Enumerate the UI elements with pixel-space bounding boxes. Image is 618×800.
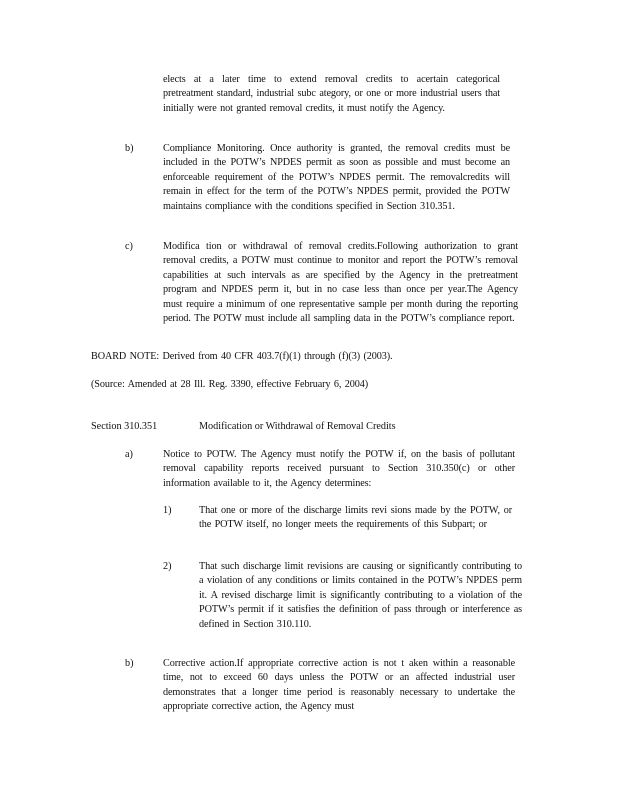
- item-label-a2: 2): [163, 561, 172, 572]
- section-number: Section 310.351: [91, 421, 158, 432]
- paragraph-notice-to-potw: Notice to POTW. The Agency must notify the POTW if, on the basis of pollutant removal capability reports received pursuant to Section 310.350(c) or other information available to it, the Agency determines:: [163, 449, 515, 489]
- item-label-c: c): [125, 241, 133, 252]
- paragraph-a2: That such discharge limit revisions are causing or significantly contributing to a violation of any conditions or limits contained in the POTW’s NPDES perm it. A revised discharge limit is significantly contributing to a violation of the POTW’s permit if it satisfies the definition of pass through or interference as defined in Section 310.110.: [199, 561, 522, 630]
- item-label-b: b): [125, 143, 134, 154]
- paragraph-a1: That one or more of the discharge limits revi sions made by the POTW, or the POTW itself, no longer meets the requirements of this Subpart; or: [199, 505, 512, 531]
- item-label-b2: b): [125, 658, 134, 669]
- paragraph-compliance-monitoring: Compliance Monitoring. Once authority is granted, the removal credits must be included in the POTW’s NPDES permit as soon as possible and must become an enforceable requirement of the POTW’s NPDES permit. The removalcredits will remain in effect for the term of the POTW’s NPDES permit, provided the POTW maintains compliance with the conditions specified in Section 310.351.: [163, 143, 510, 212]
- item-label-a1: 1): [163, 505, 172, 516]
- item-label-a: a): [125, 449, 133, 460]
- section-title: Modification or Withdrawal of Removal Credits: [199, 421, 396, 432]
- source-note: (Source: Amended at 28 Ill. Reg. 3390, effective February 6, 2004): [91, 379, 369, 390]
- board-note: BOARD NOTE: Derived from 40 CFR 403.7(f)(1) through (f)(3) (2003).: [91, 351, 393, 362]
- paragraph-corrective-action: Corrective action.If appropriate corrective action is not t aken within a reasonable time, not to exceed 60 days unless the POTW or an affected industrial user demonstrates that a longer time period is reasonably necessary to undertake the appropriate corrective action, the Agency must: [163, 658, 515, 713]
- paragraph-modification-withdrawal: Modifica tion or withdrawal of removal credits.Following authorization to grant removal credits, a POTW must continue to monitor and report the POTW’s removal capabilities at such intervals as are specified by the Agency in the pretreatment program and NPDES perm it, but in no case less than once per year.The Agency must require a minimum of one representative sample per month during the reporting period. The POTW must include all sampling data in the POTW’s compliance report.: [163, 241, 518, 325]
- paragraph-continuation: elects at a later time to extend removal credits to acertain categorical pretreatment standard, industrial subc ategory, or one or more industrial users that initially were not granted removal credits, it must notify the Agency.: [163, 74, 500, 114]
